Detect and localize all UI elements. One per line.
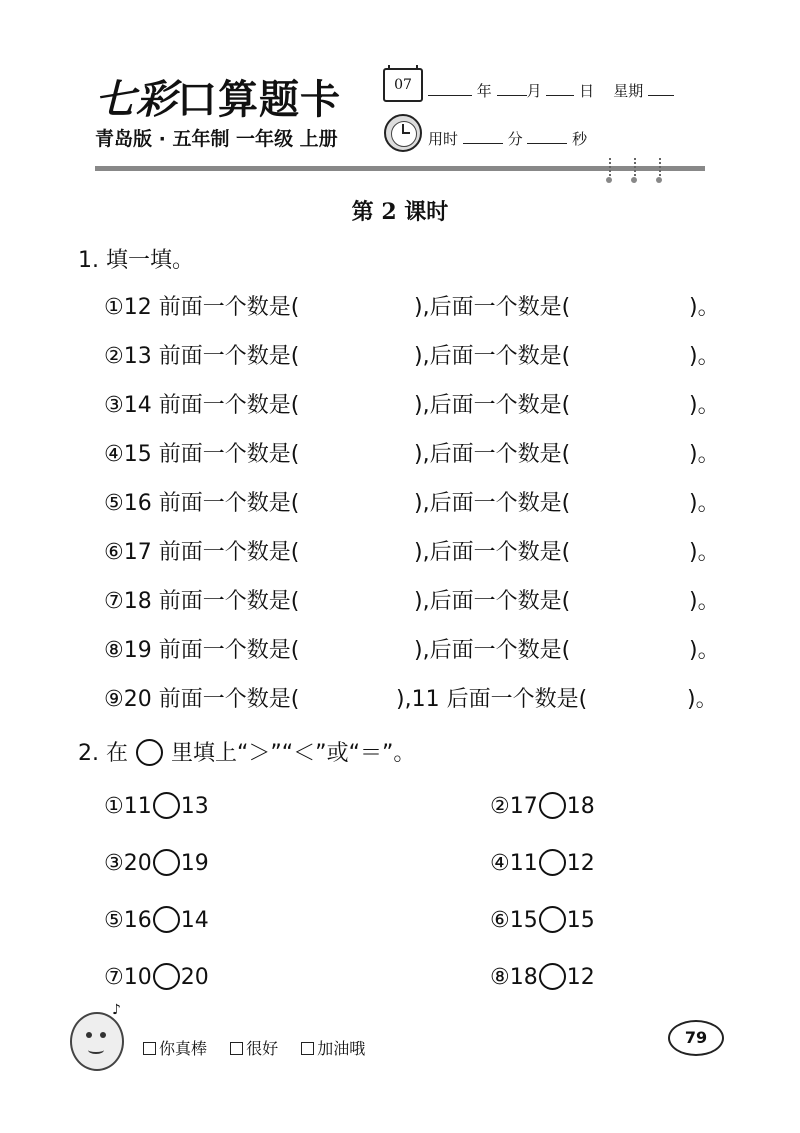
answer-blank-after[interactable] [634,535,684,563]
compare-item [490,906,595,933]
answer-blank-after[interactable] [634,633,684,661]
compare-right: 12 [566,851,595,876]
compare-left: ⑧18 [490,965,538,990]
answer-blank-before[interactable] [359,584,409,612]
question-middle: ),后面一个数是( [414,491,571,516]
answer-blank-after[interactable] [634,290,684,318]
rating-keep-going[interactable] [301,1039,365,1058]
checkbox-icon[interactable] [301,1042,314,1055]
compare-right: 12 [566,965,595,990]
compare-circle[interactable] [153,849,180,876]
compare-item [104,792,209,819]
clock-icon [384,114,422,152]
weekday-label: 星期 [613,82,644,100]
compare-item [104,849,209,876]
compare-right: 20 [180,965,209,990]
question-suffix: )。 [689,295,720,320]
section1-title: 1. 填一填。 [78,248,194,273]
time-used-line [428,128,587,149]
time-used-label: 用时 [428,130,459,148]
answer-blank-before[interactable] [359,290,409,318]
question-prefix: ②13 前面一个数是( [104,344,300,369]
year-label: 年 [476,82,492,100]
compare-right: 19 [180,851,209,876]
compare-left: ③20 [104,851,152,876]
compare-item [490,792,595,819]
section2-title-after: 里填上“＞”“＜”或“＝”。 [170,741,416,766]
compare-right: 13 [180,794,209,819]
question-suffix: )。 [687,687,718,712]
compare-left: ②17 [490,794,538,819]
rating-great-label: 你真棒 [159,1039,208,1058]
seconds-label: 秒 [572,130,588,148]
question-middle: ),后面一个数是( [414,393,571,418]
answer-blank-after[interactable] [639,682,689,710]
pin-icon [634,158,639,180]
mascot-icon [70,1012,124,1071]
seconds-blank[interactable] [527,129,567,144]
edition-subtitle: 青岛版 · 五年制 一年级 上册 [95,128,338,150]
compare-circle[interactable] [539,792,566,819]
calendar-number: 07 [394,77,412,93]
year-blank[interactable] [428,81,472,96]
question-prefix: ⑨20 前面一个数是( [104,687,300,712]
question-middle: ),后面一个数是( [414,442,571,467]
question-prefix: ①12 前面一个数是( [104,295,300,320]
question-prefix: ⑥17 前面一个数是( [104,540,300,565]
question-prefix: ⑤16 前面一个数是( [104,491,300,516]
answer-blank-before[interactable] [359,486,409,514]
compare-item [490,849,595,876]
question-middle: ),后面一个数是( [414,295,571,320]
compare-left: ④11 [490,851,538,876]
answer-blank-before[interactable] [344,682,394,710]
answer-blank-before[interactable] [359,535,409,563]
answer-blank-before[interactable] [359,339,409,367]
calendar-icon [383,68,423,102]
rating-great[interactable] [143,1039,207,1058]
answer-blank-after[interactable] [634,339,684,367]
question-prefix: ④15 前面一个数是( [104,442,300,467]
question-suffix: )。 [689,442,720,467]
logo-brand: 七彩 [95,76,177,123]
minutes-blank[interactable] [463,129,503,144]
circle-icon [136,739,163,766]
answer-blank-after[interactable] [634,486,684,514]
lesson-title: 第 2 课时 [351,199,449,225]
compare-item [490,963,595,990]
checkbox-icon[interactable] [230,1042,243,1055]
section2-title-before: 2. 在 [78,741,128,766]
question-middle: ),后面一个数是( [414,638,571,663]
music-note-icon: ♪ [112,1002,121,1018]
minutes-label: 分 [507,130,523,148]
rating-checkboxes [143,1036,383,1059]
logo-title: 口算题卡 [177,76,341,123]
compare-right: 14 [180,908,209,933]
page-number: 79 [668,1020,724,1056]
compare-circle[interactable] [153,963,180,990]
compare-item [104,963,209,990]
question-middle: ),后面一个数是( [414,344,571,369]
answer-blank-after[interactable] [634,437,684,465]
compare-item [104,906,209,933]
question-prefix: ③14 前面一个数是( [104,393,300,418]
compare-right: 15 [566,908,595,933]
rating-good[interactable] [230,1039,278,1058]
answer-blank-before[interactable] [359,388,409,416]
month-label: 月 [526,82,542,100]
question-prefix: ⑦18 前面一个数是( [104,589,300,614]
day-label: 日 [579,82,595,100]
compare-circle[interactable] [539,906,566,933]
answer-blank-before[interactable] [359,437,409,465]
day-blank[interactable] [546,81,574,96]
compare-circle[interactable] [539,963,566,990]
compare-right: 18 [566,794,595,819]
answer-blank-before[interactable] [359,633,409,661]
date-line [428,80,674,101]
section2-title [78,736,415,767]
question-suffix: )。 [689,589,720,614]
question-prefix: ⑧19 前面一个数是( [104,638,300,663]
compare-left: ⑤16 [104,908,152,933]
question-suffix: )。 [689,393,720,418]
question-suffix: )。 [689,344,720,369]
weekday-blank[interactable] [648,81,674,96]
logo [95,68,341,125]
question-middle: ),11 后面一个数是( [396,687,588,712]
compare-left: ⑥15 [490,908,538,933]
rating-good-label: 很好 [246,1039,279,1058]
pin-icon [609,158,614,180]
question-middle: ),后面一个数是( [414,589,571,614]
rating-keep-going-label: 加油哦 [317,1039,366,1058]
question-suffix: )。 [689,540,720,565]
question-suffix: )。 [689,638,720,663]
pin-icon [659,158,664,180]
compare-circle[interactable] [153,906,180,933]
checkbox-icon[interactable] [143,1042,156,1055]
question-middle: ),后面一个数是( [414,540,571,565]
compare-left: ⑦10 [104,965,152,990]
compare-left: ①11 [104,794,152,819]
month-blank[interactable] [497,81,527,96]
compare-circle[interactable] [539,849,566,876]
question-suffix: )。 [689,491,720,516]
compare-circle[interactable] [153,792,180,819]
answer-blank-after[interactable] [634,584,684,612]
answer-blank-after[interactable] [634,388,684,416]
